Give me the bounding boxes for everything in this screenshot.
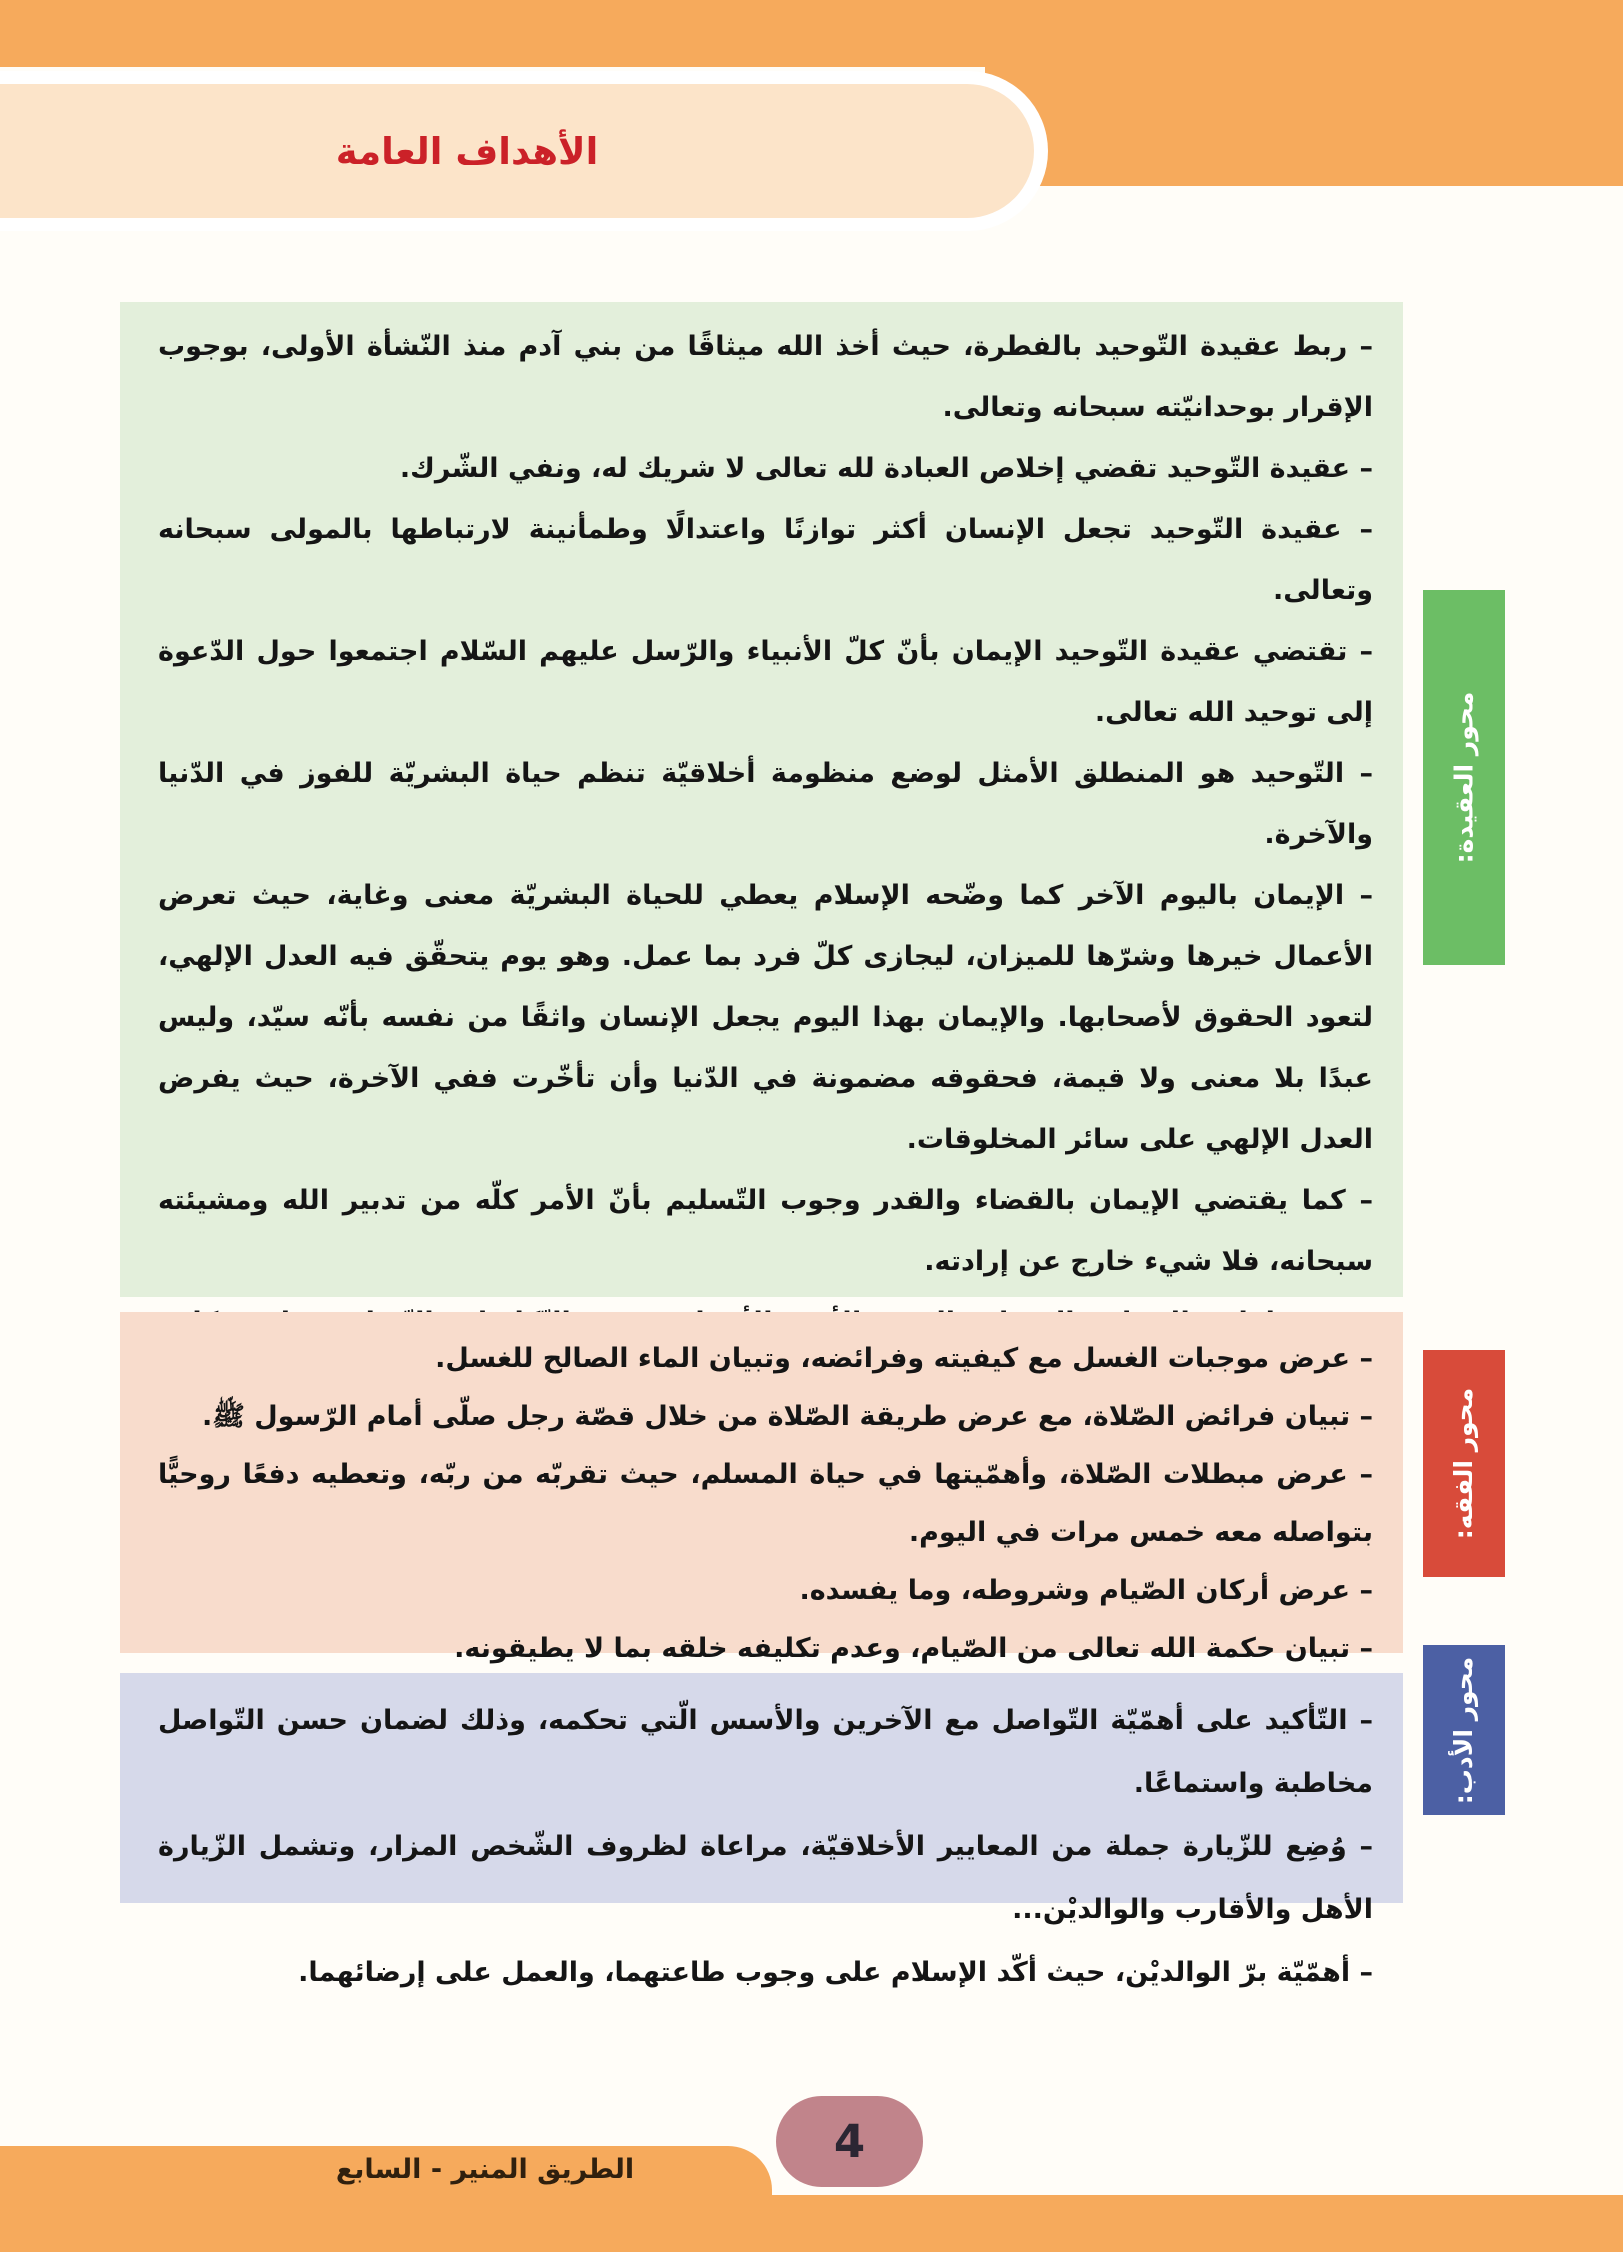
section-fiqh-block [120, 1312, 1403, 1664]
bullet-item: – عقيدة التّوحيد تجعل الإنسان أكثر توازنًا واعتدالًا وطمأنينة لارتباطها بالمولى سبحانه وتعالى. [158, 514, 1373, 606]
bullet-item: – عرض مبطلات الصّلاة، وأهمّيتها في حياة المسلم، حيث تقربّه من ربّه، وتعطيه دفعًا روحيًّا بتواصله معه خمس مرات في اليوم. [158, 1459, 1373, 1548]
bullet-item: – تبيان حكمة الله تعالى من الصّيام، وعدم تكليفه خلقه بما لا يطيقونه. [454, 1633, 1373, 1664]
section-aqeedah-tab [1423, 590, 1505, 965]
footer-book-title: الطريق المنير - السابع [335, 2154, 635, 2185]
section-adab-tab-label: محور الأدب: [1449, 1656, 1479, 1804]
section-adab-tab [1423, 1645, 1505, 1815]
title-banner-inner [0, 84, 1034, 218]
section-fiqh-tab-label: محور الفقه: [1449, 1387, 1479, 1540]
page-number: 4 [833, 2115, 866, 2168]
section-adab-bullets [158, 1689, 1373, 2004]
page-title: الأهداف العامة [335, 129, 599, 173]
header-orange-band-right [985, 0, 1623, 186]
section-adab-block [120, 1673, 1403, 1988]
section-aqeedah-block [120, 302, 1403, 1297]
bullet-item: – تبيان فرائض الصّلاة، مع عرض طريقة الصّلاة من خلال قصّة رجل صلّى أمام الرّسول ﷺ. [201, 1401, 1373, 1432]
bullet-item: – التّوحيد هو المنطلق الأمثل لوضع منظومة أخلاقيّة تنظم حياة البشريّة للفوز في الدّنيا والآخرة. [158, 758, 1373, 850]
section-aqeedah-tab-label: محور العقيدة: [1449, 691, 1479, 864]
bullet-item: – التّأكيد على أهمّيّة التّواصل مع الآخرين والأسس الّتي تحكمه، وذلك لضمان حسن التّواصل مخاطبة واستماعًا. [158, 1705, 1373, 1799]
bullet-item: – وُضِع للزّيارة جملة من المعايير الأخلاقيّة، مراعاة لظروف الشّخص المزار، وتشمل الزّيارة الأهل والأقارب والوالديْن... [158, 1831, 1373, 1925]
bullet-item: – عرض أركان الصّيام وشروطه، وما يفسده. [799, 1575, 1373, 1606]
bullet-item: – ربط عقيدة التّوحيد بالفطرة، حيث أخذ الله ميثاقًا من بني آدم منذ النّشأة الأولى، بوجوب الإقرار بوحدانيّته سبحانه وتعالى. [158, 331, 1373, 423]
bullet-item: – كما يقتضي الإيمان بالقضاء والقدر وجوب التّسليم بأنّ الأمر كلّه من تدبير الله ومشيئته سبحانه، فلا شيء خارج عن إرادته. [158, 1185, 1373, 1277]
section-fiqh-tab [1423, 1350, 1505, 1577]
bullet-item: – عقيدة التّوحيد تقضي إخلاص العبادة لله تعالى لا شريك له، ونفي الشّرك. [399, 453, 1373, 484]
bullet-item: – الإيمان باليوم الآخر كما وضّحه الإسلام يعطي للحياة البشريّة معنى وغاية، حيث تعرض الأعمال خيرها وشرّها للميزان، ليجازى كلّ فرد بما عمل. وهو يوم يتحقّق فيه العدل الإلهي، لتعود الحقوق لأصحابها. والإيمان بهذا اليوم يجعل الإنسان واثقًا من نفسه بأنّه سيّد، وليس عبدًا بلا معنى ولا قيمة، فحقوقه مضمونة في الدّنيا وأن تأخّرت ففي الآخرة، حيث يفرض العدل الإلهي على سائر المخلوقات. [158, 880, 1373, 1155]
title-banner [0, 71, 1048, 231]
section-fiqh-bullets [158, 1330, 1373, 1678]
bullet-item: – تقتضي عقيدة التّوحيد الإيمان بأنّ كلّ الأنبياء والرّسل عليهم السّلام اجتمعوا حول الدّعوة إلى توحيد الله تعالى. [158, 636, 1373, 728]
bullet-item: – أهمّيّة برّ الوالديْن، حيث أكّد الإسلام على وجوب طاعتهما، والعمل على إرضائهما. [298, 1957, 1373, 1988]
page-number-badge [776, 2096, 923, 2187]
bullet-item: – عرض موجبات الغسل مع كيفيته وفرائضه، وتبيان الماء الصالح للغسل. [435, 1343, 1373, 1374]
